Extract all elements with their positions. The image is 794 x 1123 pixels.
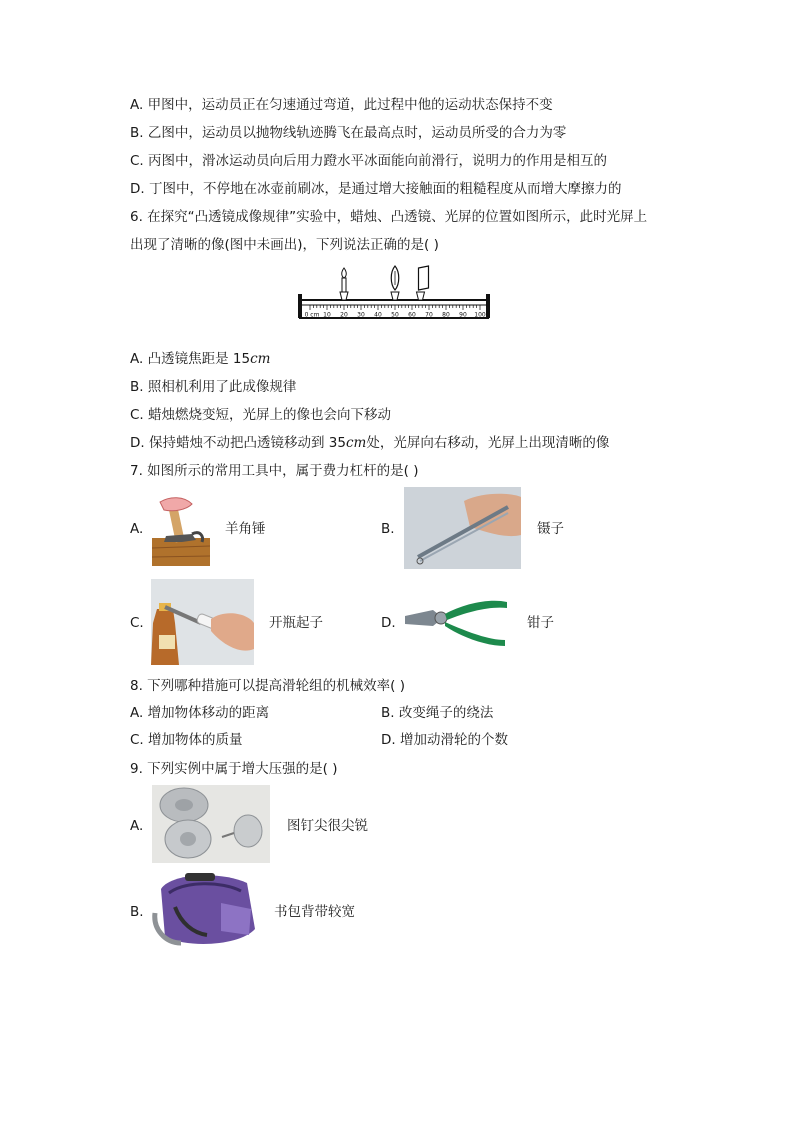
optical-bench-figure (296, 264, 492, 322)
bench-left-end (298, 294, 302, 318)
q8-option-d: D. 增加动滑轮的个数 (381, 732, 508, 748)
q7-option-c-letter: C. (130, 615, 144, 631)
q7-option-d-letter: D. (381, 615, 396, 631)
q7-option-a-text: 羊角锤 (225, 521, 266, 537)
ruler-tick-label: 0 cm (304, 311, 320, 319)
q5-option-c: C. 丙图中，滑冰运动员向后用力蹬水平冰面能向前滑行，说明力的作用是相互的 (130, 153, 608, 169)
q8-stem: 8. 下列哪种措施可以提高滑轮组的机械效率( ) (130, 678, 405, 694)
ruler-tick-label: 20 (340, 311, 348, 319)
ruler-tick-label: 40 (374, 311, 382, 319)
q8-option-c: C. 增加物体的质量 (130, 732, 243, 748)
q8-option-b: B. 改变绳子的绕法 (381, 705, 494, 721)
q9-stem: 9. 下列实例中属于增大压强的是( ) (130, 761, 338, 777)
ruler-tick-label: 70 (425, 311, 433, 319)
q7-option-c-text: 开瓶起子 (269, 615, 323, 631)
backpack-image (151, 869, 261, 949)
q9-option-a-text: 图钉尖很尖锐 (287, 818, 368, 834)
q9-option-b-text: 书包背带较宽 (274, 904, 355, 920)
q6-option-d (130, 434, 609, 452)
q5-option-b: B. 乙图中，运动员以抛物线轨迹腾飞在最高点时，运动员所受的合力为零 (130, 125, 567, 141)
q9-option-b-letter: B. (130, 904, 144, 920)
q6-stem-line2: 出现了清晰的像(图中未画出)，下列说法正确的是( ) (130, 237, 439, 253)
q6-stem-line1: 6. 在探究“凸透镜成像规律”实验中，蜡烛、凸透镜、光屏的位置如图所示，此时光屏上 (130, 209, 648, 225)
ruler-tick-label: 60 (408, 311, 416, 319)
q6-option-c: C. 蜡烛燃烧变短，光屏上的像也会向下移动 (130, 407, 392, 423)
bench-right-end (486, 294, 490, 318)
thumbtacks-image (152, 785, 270, 863)
q6-option-a (130, 350, 270, 368)
light-screen-icon (417, 266, 429, 300)
q8-option-a: A. 增加物体移动的距离 (130, 705, 270, 721)
q7-option-d-text: 钳子 (527, 615, 554, 631)
candle-icon (340, 268, 348, 300)
q7-option-b-letter: B. (381, 521, 395, 537)
tweezers-image (404, 487, 521, 569)
ruler-tick-label: 100 (474, 311, 486, 319)
q6-option-d-text: D. 保持蜡烛不动把凸透镜移动到 35 (130, 435, 346, 451)
q5-option-a: A. 甲图中，运动员正在匀速通过弯道，此过程中他的运动状态保持不变 (130, 97, 553, 113)
q6-option-b: B. 照相机利用了此成像规律 (130, 379, 297, 395)
claw-hammer-image (152, 494, 210, 566)
q6-option-a-text: A. 凸透镜焦距是 15 (130, 351, 251, 367)
ruler-tick-label: 50 (391, 311, 399, 319)
q7-stem: 7. 如图所示的常用工具中，属于费力杠杆的是( ) (130, 463, 419, 479)
q7-option-b-text: 镊子 (537, 521, 564, 537)
ruler-tick-label: 90 (459, 311, 467, 319)
pliers-image (403, 596, 509, 648)
q9-option-a-letter: A. (130, 818, 144, 834)
ruler-tick-label: 10 (323, 311, 331, 319)
ruler-tick-label: 80 (442, 311, 450, 319)
q6-option-d-unit: cm (345, 435, 367, 451)
q7-option-a-letter: A. (130, 521, 144, 537)
q6-option-a-unit: cm (250, 351, 271, 367)
convex-lens-icon (391, 266, 399, 300)
bottle-opener-image (151, 579, 254, 665)
ruler-tick-label: 30 (357, 311, 365, 319)
q6-option-d-tail: 处，光屏向右移动，光屏上出现清晰的像 (366, 435, 610, 451)
q5-option-d: D. 丁图中，不停地在冰壶前刷冰，是通过增大接触面的粗糙程度从而增大摩擦力的 (130, 181, 622, 197)
